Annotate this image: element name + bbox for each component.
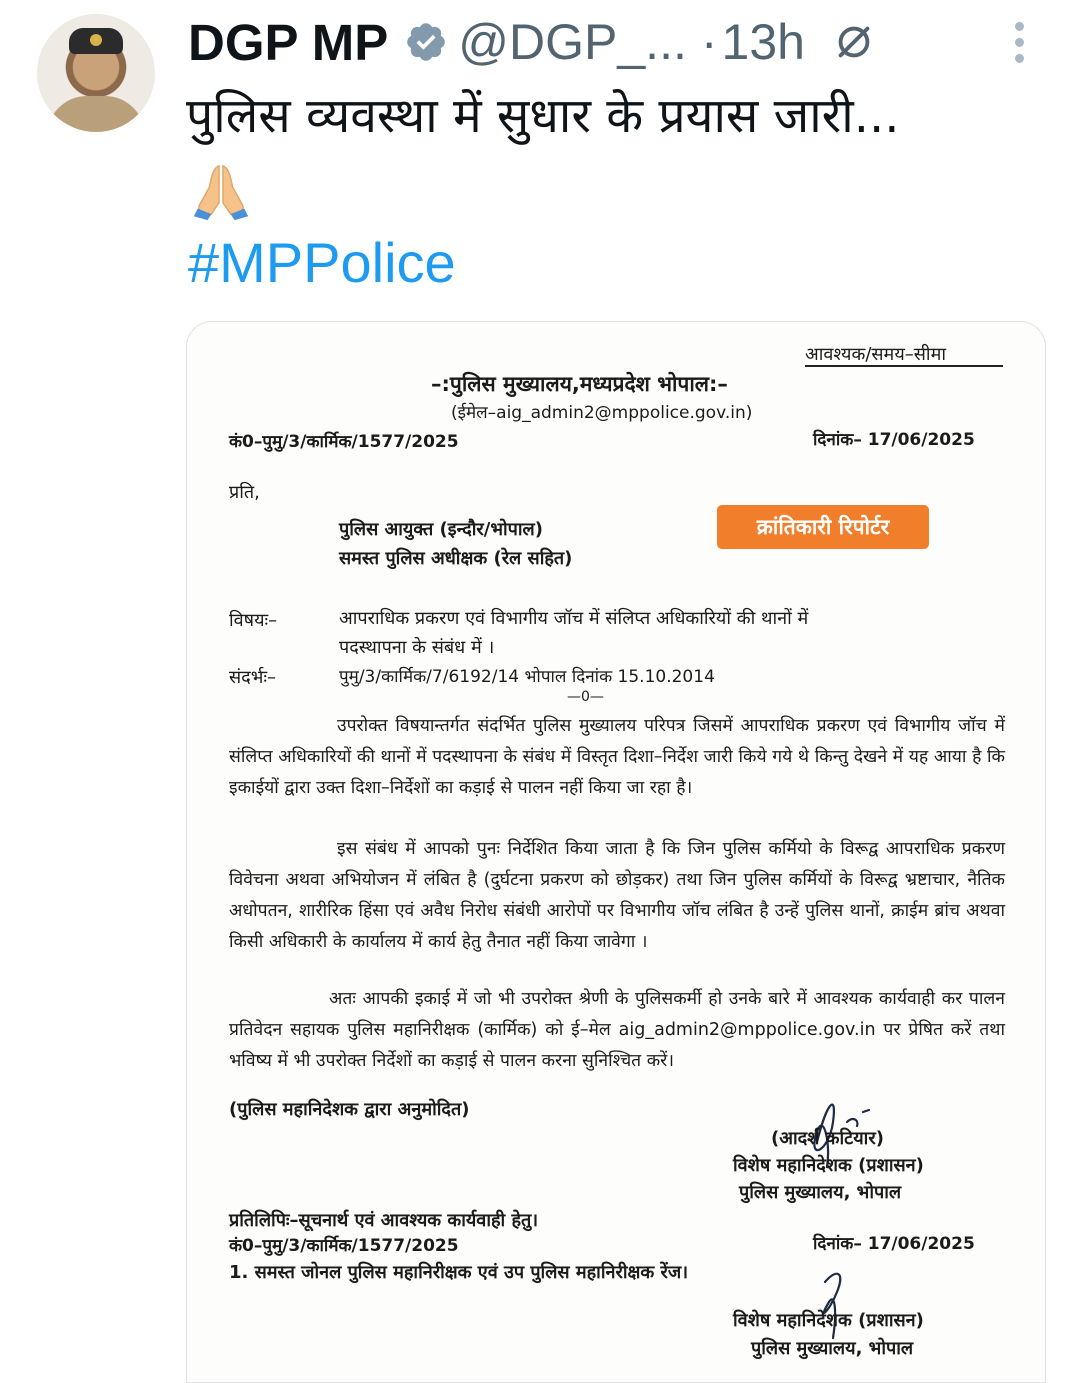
doc-divider: —0— [567, 689, 604, 705]
doc-approval-note: (पुलिस महानिदेशक द्वारा अनुमोदित) [229, 1099, 470, 1120]
author-handle[interactable]: @DGP_... [458, 14, 687, 70]
doc-recipient-2: समस्त पुलिस अधीक्षक (रेल सहित) [339, 548, 573, 569]
doc-to-label: प्रति, [229, 482, 260, 503]
doc-signatory-designation: विशेष महानिदेशक (प्रशासन) [733, 1155, 924, 1176]
doc-copy-signatory-designation: विशेष महानिदेशक (प्रशासन) [733, 1310, 924, 1331]
doc-urgency-label: आवश्यक/समय–सीमा [805, 344, 947, 365]
tweet-text: पुलिस व्यवस्था में सुधार के प्रयास जारी... [186, 88, 900, 144]
doc-subject-line-1: आपराधिक प्रकरण एवं विभागीय जॉच में संलिप्त अधिकारियों की थानों में [339, 608, 809, 629]
doc-reference-label: संदर्भः– [229, 667, 277, 688]
doc-paragraph-2: इस संबंध में आपको पुनः निर्देशित किया जाता है कि जिन पुलिस कर्मियो के विरूद्व आपराधिक प्रकरण विवेचना अथवा अभियोजन में लंबित है (दुर्घटना प्रकरण को छोड़कर) तथा जिन पुलिस कर्मियों के विरूद्व भ्रष्टाचार, नैतिक अधोपतन, शारीरिक हिंसा एवं अवैध निरोध संबंधी आरोपों पर विभागीय जॉच लंबित है उन्हें पुलिस थानों, क्राईम ब्रांच अथवा किसी अधिकारी के कार्यालय में कार्य हेतु तैनात नहीं किया जावेगा । [229, 839, 1005, 952]
doc-signatory-name: (आदर्श कटियार) [771, 1128, 884, 1149]
author-name[interactable]: DGP MP [188, 13, 389, 71]
folded-hands-icon [190, 160, 252, 222]
header-separator: · [700, 14, 718, 70]
doc-paragraph-1: उपरोक्त विषयान्तर्गत संदर्भित पुलिस मुख्यालय परिपत्र जिसमें आपराधिक प्रकरण एवं विभागीय जॉच में संलिप्त अधिकारियों की थानों में पदस्थापना के संबंध में विस्तृत दिशा–निर्देश जारी किये गये थे किन्तु देखने में यह आया है कि इकाईयों द्वारा उक्त दिशा–निर्देशों का कड़ाई से पालन नहीं किया जा रहा है। [229, 716, 1005, 798]
doc-subject-label: विषयः– [229, 610, 278, 631]
doc-recipient-1: पुलिस आयुक्त (इन्दौर/भोपाल) [339, 519, 543, 540]
doc-subject-line-2: पदस्थापना के संबंध में । [339, 637, 495, 658]
tweet-header [188, 8, 877, 76]
doc-reference-text: पुमु/3/कार्मिक/7/6192/14 भोपाल दिनांक 15.10.2014 [339, 667, 715, 687]
watermark-stamp: क्रांतिकारी रिपोर्टर [717, 505, 929, 549]
avatar-uniform [47, 96, 145, 132]
doc-signatory-office: पुलिस मुख्यालय, भोपाल [739, 1182, 902, 1203]
doc-copy-label: प्रतिलिपिः–सूचनार्थ एवं आवश्यक कार्यवाही हेतु। [229, 1210, 539, 1231]
verified-badge-icon[interactable] [404, 20, 448, 64]
doc-copy-date: दिनांक– 17/06/2025 [813, 1234, 975, 1254]
doc-office-title: –:पुलिस मुख्यालय,मध्यप्रदेश भोपाल:– [431, 372, 728, 396]
replies-restricted-icon [831, 19, 877, 65]
attached-document-image[interactable] [186, 321, 1046, 1383]
doc-copy-signatory-office: पुलिस मुख्यालय, भोपाल [751, 1338, 914, 1359]
doc-urgency-underline [805, 365, 1003, 367]
hashtag-link[interactable]: #MPPolice [188, 231, 456, 294]
avatar-cap-badge [90, 34, 102, 46]
doc-paragraph-3: अतः आपकी इकाई में जो भी उपरोक्त श्रेणी के पुलिसकर्मी हो उनके बारे में आवश्यक कार्यवाही कर पालन प्रतिवेदन सहायक पुलिस महानिरीक्षक (कार्मिक) को ई–मेल aig_admin2@mppolice.gov.in पर प्रेषित करें तथा भविष्य में भी उपरोक्त निर्देशों का कड़ाई से पालन करना सुनिश्चित करें। [229, 989, 1005, 1071]
doc-date: दिनांक– 17/06/2025 [813, 430, 975, 450]
tweet-timestamp[interactable]: 13h [721, 14, 805, 70]
doc-copy-item-1: 1. समस्त जोनल पुलिस महानिरीक्षक एवं उप पुलिस महानिरीक्षक रेंज। [229, 1262, 689, 1283]
author-avatar[interactable] [37, 14, 155, 132]
more-options-icon[interactable] [1008, 22, 1030, 66]
doc-copy-ref-number: कं0–पुमु/3/कार्मिक/1577/2025 [229, 1236, 459, 1256]
doc-email-line: (ईमेल–aig_admin2@mppolice.gov.in) [451, 403, 753, 423]
doc-ref-number: कं0–पुमु/3/कार्मिक/1577/2025 [229, 432, 459, 452]
